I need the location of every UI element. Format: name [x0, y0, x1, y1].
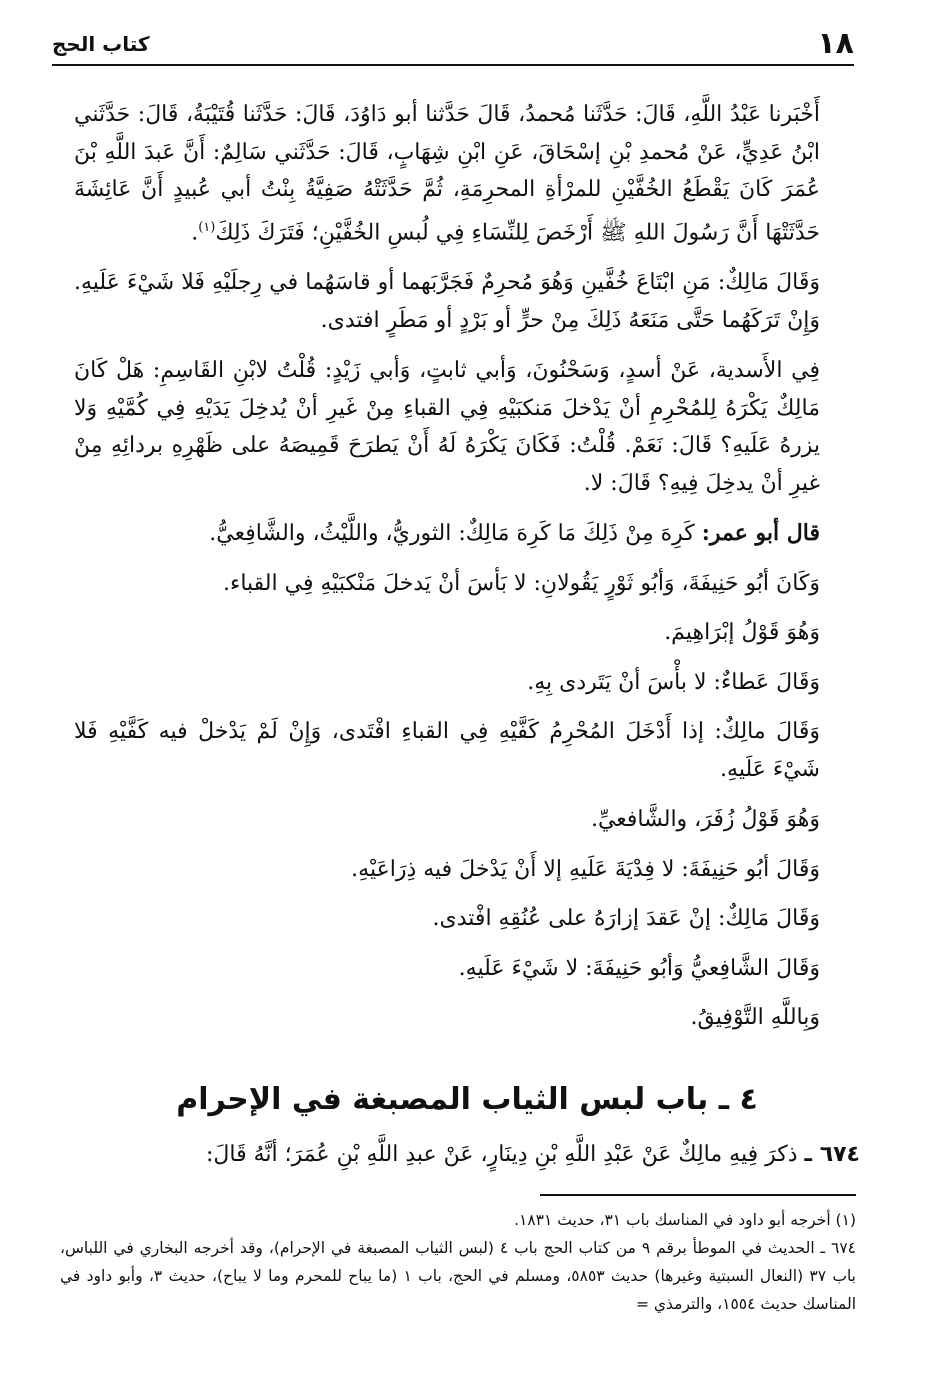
paragraph-isnad	[74, 96, 860, 251]
paragraph-malik-kaffayn: وَقَالَ مالِكٌ: إذا أَدْخَلَ المُحْرِمُ كَفَّيْهِ فِي القباءِ افْتَدى، وَإِنْ لَمْ يَدْخلْ فيه كَفَّيْهِ فَلا شَيْءَ عَلَيهِ.	[74, 719, 820, 782]
hadith-number: ٦٧٤ ـ	[804, 1142, 860, 1167]
paragraph-abu-hanifa-fidya: وَقَالَ أبُو حَنِيفَةَ: لا فِدْيَةَ عَلَيهِ إلا أَنْ يَدْخلَ فيه ذِرَاعَيْهِ.	[351, 856, 820, 882]
paragraph-isnad-end: .	[191, 219, 199, 245]
page-number: ١٨	[817, 26, 854, 61]
chapter-heading: ٤ ـ باب لبس الثياب المصبغة في الإحرام	[176, 1082, 758, 1117]
main-text	[74, 96, 860, 1049]
paragraph-closing: وَبِاللَّهِ التَّوْفِيقُ.	[690, 1005, 820, 1031]
page-header	[52, 24, 854, 66]
footnote-divider	[540, 1194, 856, 1196]
footnote-674: ٦٧٤ ـ الحديث في الموطأ برقم ٩ من كتاب الحج باب ٤ (لبس الثياب المصبغة في الإحرام)، وقد أخرجه البخاري في اللباس، باب ٣٧ (النعال السبتية وغيرها) حديث ٥٨٥٣، ومسلم في الحج، باب ١ (ما يباح للمحرم وما لا يباح)، حديث ٣، وأبو داود في المناسك حديث ١٥٥٤، والترمذي =	[60, 1239, 856, 1313]
paragraph-abu-hanifa-abu-thawr: وَكَانَ أبُو حَنِيفَةَ، وَأبُو ثَوْرٍ يَقُولانِ: لا بَأسَ أنْ يَدخلَ مَنْكبَيْهِ فِي القباء.	[223, 570, 820, 596]
paragraph-isnad-text: أَخْبَرنا عَبْدُ اللَّهِ، قَالَ: حَدَّثَنا مُحمدُ، قَالَ حَدَّثنا أبو دَاوُدَ، قَالَ: حَدَّثَنا قُتَيْبَةُ، قَالَ: حَدَّثَني ابْنُ عَدِيٍّ، عَنْ مُحمدِ بْنِ إسْحَاقَ، عَنِ ابْنِ شِهَابٍ، قَالَ: حَدَّثَني سَالِمٌ: أَنَّ عَبدَ اللَّهِ بْنَ عُمَرَ كَانَ يَقْطَعُ الخُفَّيْنِ للمرْأةِ المحرِمَةِ، ثُمَّ حَدَّثَتْهُ صَفِيَّةُ بِنْتُ أبي عُبيدٍ أَنَّ عَائِشَةَ حَدَّثَتْهَا أَنَّ رَسُولَ اللهِ ﷺ أَرْخَصَ لِلنِّسَاءِ فِي لُبسِ الخُفَّيْنِ؛ فَتَرَكَ ذَلِكَ	[74, 102, 821, 245]
paragraph-asadiya: فِي الأَسدية، عَنْ أسدٍ، وَسَحْنُونَ، وَأبي ثابتٍ، وَأبي زَيْدٍ: قُلْتُ لابْنِ القَاسِمِ: هَلْ كَانَ مَالِكٌ يَكْرَهُ لِلمُحْرِمِ أنْ يَدْخلَ مَنكبَيْهِ فِي القباءِ مِنْ غَيرِ أنْ يُدخِلَ يَدَيْهِ فِي كُمَّيْهِ وَلا يزرهُ عَلَيهِ؟ قَالَ: نَعَمْ. قُلْتُ: فَكَانَ يَكْرَهُ لَهُ أَنْ يَطرَحَ قَمِيصَهُ على ظَهْرِهِ بردائِهِ مِنْ غيرِ أنْ يدخِلَ فِيهِ؟ قَالَ: لا.	[74, 358, 820, 496]
footnote-ref-1: (١)	[198, 219, 216, 235]
abu-umar-lead: قال أبو عمر:	[701, 520, 820, 547]
abu-umar-text: كَرِهَ مِنْ ذَلِكَ مَا كَرِهَ مَالِكٌ: الثوريُّ، واللَّيْثُ، والشَّافِعيُّ.	[209, 521, 695, 547]
paragraph-malik-khuffayn: وَقَالَ مَالِكٌ: مَنِ ابْتَاعَ خُفَّينِ وَهُوَ مُحرِمٌ فَجَرَّبَهما أو قاسَهُما في رِجلَيْهِ فَلا شَيْءَ عَلَيهِ. وَإِنْ تَرَكَهُما حَتَّى مَنَعَهُ ذَلِكَ مِنْ حرٍّ أو بَرْدٍ أو مَطَرٍ افتدى.	[74, 270, 820, 333]
paragraph-ibrahim: وَهُوَ قَوْلُ إبْرَاهِيمَ.	[664, 620, 820, 646]
paragraph-shafii: وَقَالَ الشَّافِعيُّ وَأبُو حَنِيفَةَ: لا شَيْءَ عَلَيهِ.	[458, 955, 820, 981]
footnote-1: (١) أخرجه أبو داود في المناسك باب ٣١، حديث ١٨٣١.	[514, 1211, 856, 1229]
paragraph-ata: وَقَالَ عَطاءٌ: لا بأْسَ أنْ يَتَردى بِهِ.	[527, 669, 820, 695]
paragraph-malik-izar: وَقَالَ مَالِكٌ: إنْ عَقدَ إزارَهُ على عُنُقِهِ افْتدى.	[432, 906, 820, 932]
paragraph-abu-umar	[74, 515, 860, 553]
hadith-text: ذكرَ فِيهِ مالِكٌ عَنْ عَبْدِ اللَّهِ بْنِ دِينَارٍ، عَنْ عبدِ اللَّهِ بْنِ عُمَرَ؛ أنَّهُ قَالَ:	[206, 1142, 798, 1167]
footnotes	[60, 1206, 856, 1318]
paragraph-zufar: وَهُوَ قَوْلُ زُفَرَ، والشَّافعيِّ.	[590, 807, 820, 833]
hadith-674	[74, 1136, 860, 1173]
book-title: كتاب الحج	[52, 32, 150, 56]
